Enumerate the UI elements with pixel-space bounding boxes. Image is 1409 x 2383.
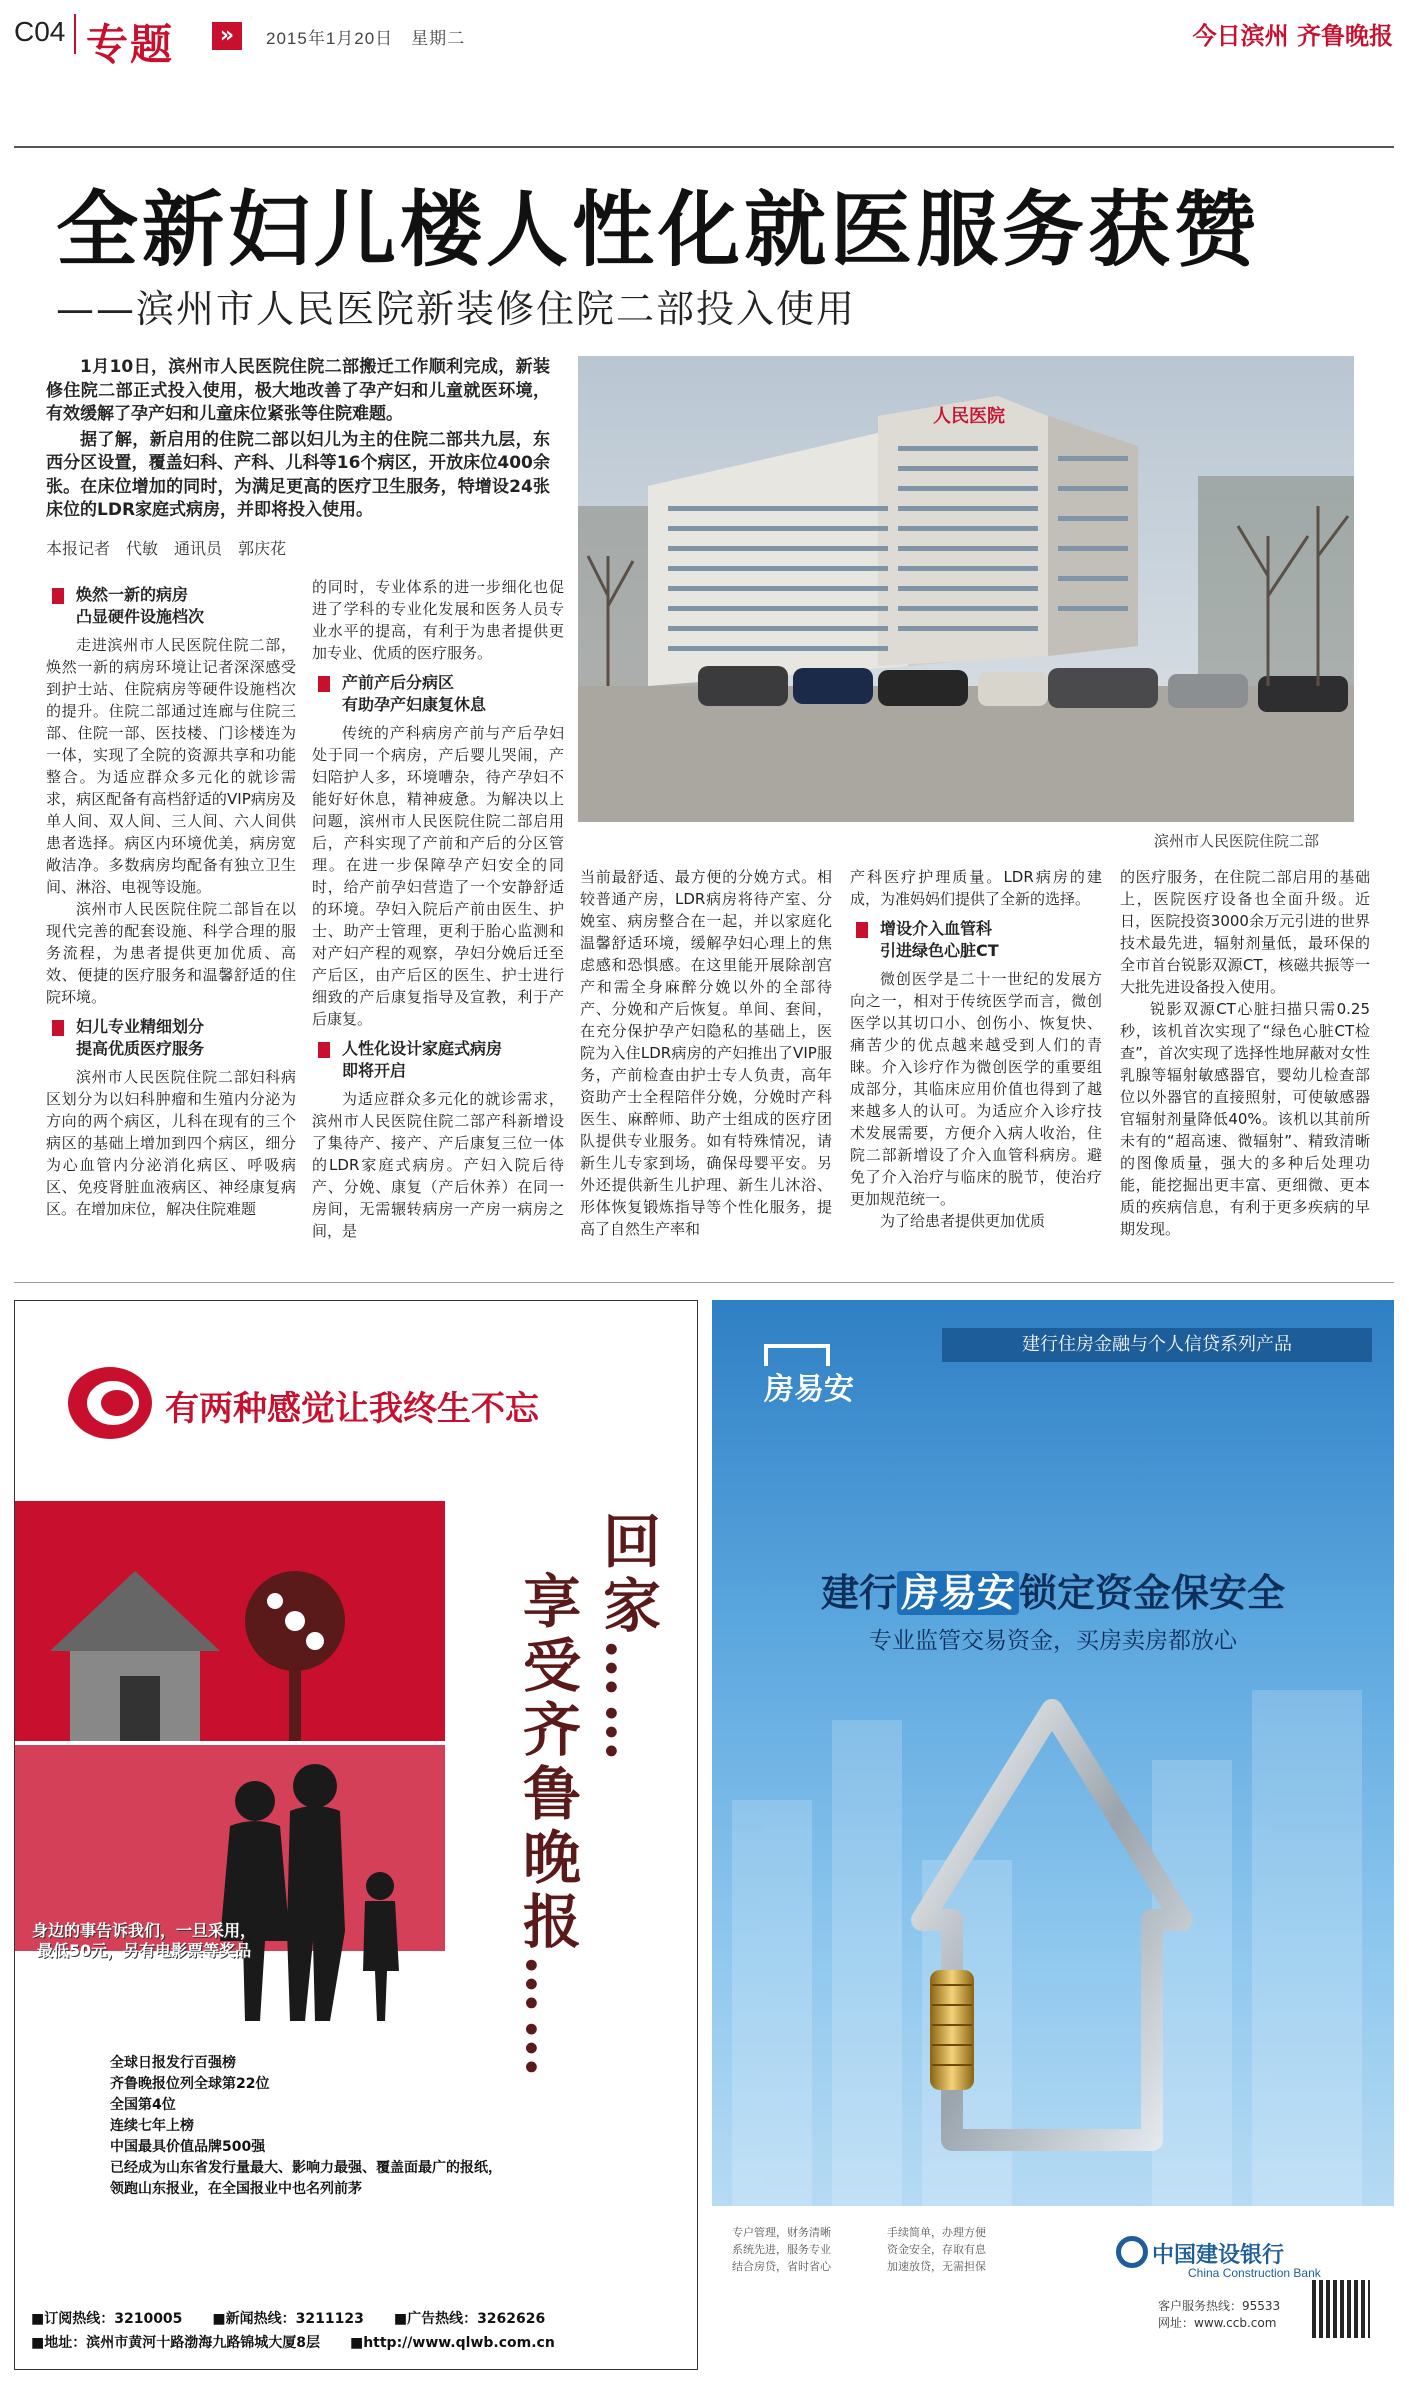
section-heading bbox=[850, 918, 1102, 962]
subscribe-hotline: ■订阅热线：3210005 bbox=[31, 2311, 183, 2327]
ranking-list bbox=[110, 2053, 502, 2200]
bank-name-en: China Construction Bank bbox=[1188, 2266, 1321, 2280]
chevron-icon: » bbox=[212, 22, 242, 50]
heading-line: 凸显硬件设施档次 bbox=[76, 607, 205, 626]
ranking-item: 全国第4位 bbox=[110, 2097, 176, 2113]
lead-paragraph: 1月10日，滨州市人民医院住院二部搬迁工作顺利完成，新装修住院二部正式投入使用，极大地改善了孕产妇和儿童就医环境，有效缓解了孕产妇和儿童床位紧张等住院难题。 bbox=[46, 357, 550, 424]
heading-line: 妇儿专业精细划分 bbox=[76, 1017, 205, 1036]
ranking-item: 领跑山东报业，在全国报业中也名列前茅 bbox=[110, 2181, 362, 2197]
hospital-building-illustration bbox=[578, 356, 1354, 822]
product-features bbox=[732, 2224, 1032, 2275]
product-series-band: 建行住房金融与个人信贷系列产品 bbox=[942, 1328, 1372, 1362]
qilu-evening-news-ad bbox=[14, 1300, 698, 2370]
article-column-5 bbox=[1120, 866, 1370, 1276]
body-paragraph: 为适应群众多元化的就诊需求，滨州市人民医院住院二部产科新增设了集待产、接产、产后康复三位一体的LDR家庭式病房。产妇入院后待产、分娩、康复（产后休养）在同一房间，无需辗转病房一产房一病房之间，是 bbox=[312, 1090, 564, 1240]
heading-line: 人性化设计家庭式病房 bbox=[342, 1039, 503, 1058]
section-heading bbox=[46, 584, 296, 628]
newspaper-logo-icon bbox=[65, 1363, 155, 1443]
article-column-1 bbox=[46, 576, 296, 1276]
feature-item: 专户管理，财务清晰 bbox=[732, 2226, 831, 2239]
issue-date: 2015年1月20日 星期二 bbox=[266, 29, 466, 48]
heading-line: 即将开启 bbox=[342, 1061, 407, 1080]
bank-website[interactable]: 网址：www.ccb.com bbox=[1158, 2316, 1277, 2330]
website-link[interactable]: ■http://www.qlwb.com.cn bbox=[349, 2335, 555, 2351]
vertical-slogan-2: 享受齐鲁晚报…… bbox=[513, 1571, 581, 2083]
section-title: 专题 bbox=[86, 20, 175, 69]
body-paragraph: 微创医学是二十一世纪的发展方向之一，相对于传统医学而言，微创医学以其切口小、创伤小、恢复快、痛苦少的优点越来越受到人们的青睐。介入诊疗作为微创医学的重要组成部分，其临床应用价值也得到了越来越多人的认可。为适应介入诊疗技术发展需要，方便介入病人收治，住院二部新增设了介入血管科病房。避免了介入治疗与临床的脱节，使治疗更加规范统一。 bbox=[850, 970, 1102, 1208]
body-paragraph: 走进滨州市人民医院住院二部，焕然一新的病房环境让记者深深感受到护士站、住院病房等硬件设施档次的提升。住院二部通过连廊与住院三部、住院一部、医技楼、门诊楼连为一体，实现了全院的资源共享和功能整合。为适应群众多元化的就诊需求，病区配备有高档舒适的VIP病房及单人间、双人间、三人间、六人间供患者选择。病区内环境优美，病房宽敞洁净。多数病房均配备有独立卫生间、淋浴、电视等设施。 bbox=[46, 636, 296, 896]
section-heading bbox=[46, 1016, 296, 1060]
heading-marker bbox=[318, 1042, 330, 1058]
ranking-item: 已经成为山东省发行量最大、影响力最强、覆盖面最广的报纸， bbox=[110, 2160, 502, 2176]
body-paragraph: 传统的产科病房产前与产后孕妇处于同一个病房，产后婴儿哭闹，产妇陪护人多，环境嘈杂，待产孕妇不能好好休息，精神疲惫。为解决以上问题，滨州市人民医院住院二部启用后，产科实现了产前和产后的分区管理。在进一步保障孕产妇安全的同时，给产前孕妇营造了一个安静舒适的环境。孕妇入院后产前由医生、护士、助产士管理，更利于胎心监测和对产妇产程的观察，孕妇分娩后迁至产后区，由产后区的医生、护士进行细致的产后康复指导及宣教，利于产后康复。 bbox=[312, 724, 564, 1028]
fangyian-logo: 房易安 bbox=[764, 1372, 854, 1407]
bank-hotline: 客户服务热线：95533 bbox=[1158, 2299, 1281, 2313]
ad-slogan: 有两种感觉让我终生不忘 bbox=[165, 1389, 539, 1429]
newspaper-brand: 今日滨州 齐鲁晚报 bbox=[1192, 22, 1393, 50]
qr-code-icon[interactable] bbox=[1312, 2280, 1370, 2338]
feature-item: 系统先进，服务专业 bbox=[732, 2243, 831, 2256]
house-carabiner-icon bbox=[892, 1670, 1212, 2190]
house-roof-icon bbox=[764, 1344, 830, 1366]
lead-paragraph: 据了解，新启用的住院二部以妇儿为主的住院二部共九层，东西分区设置，覆盖妇科、产科、儿科等16个病区，开放床位400余张。在床位增加的同时，为满足更高的医疗卫生服务，特增设24张床位的LDR家庭式病房，并即将投入使用。 bbox=[46, 429, 550, 520]
heading-line: 提高优质医疗服务 bbox=[76, 1039, 205, 1058]
ccb-fangyian-ad bbox=[712, 1300, 1394, 2370]
photo-caption: 滨州市人民医院住院二部 bbox=[1154, 832, 1320, 850]
heading-marker bbox=[52, 588, 64, 604]
contact-info bbox=[31, 2307, 585, 2355]
news-hotline: ■新闻热线：3211123 bbox=[212, 2311, 364, 2327]
ranking-item: 齐鲁晚报位列全球第22位 bbox=[110, 2076, 270, 2092]
lead-paragraphs bbox=[46, 356, 550, 525]
body-paragraph: 滨州市人民医院住院二部旨在以现代完善的配套设施、科学合理的服务流程，为患者提供更加优质、高效、便捷的医疗服务和温馨舒适的住院环境。 bbox=[46, 900, 296, 1006]
heading-line: 引进绿色心脏CT bbox=[880, 941, 999, 960]
page-number: C04 bbox=[14, 16, 66, 47]
hospital-photo bbox=[578, 356, 1354, 822]
vertical-slogan-1: 回家…… bbox=[593, 1511, 661, 1767]
feature-item: 手续简单，办理方便 bbox=[887, 2226, 986, 2239]
ccb-logo-icon bbox=[1116, 2236, 1148, 2268]
reader-reward-promo: 身边的事告诉我们，一旦采用，最低50元，另有电影票等奖品 bbox=[31, 1921, 256, 1960]
feature-item: 结合房贷，省时省心 bbox=[732, 2260, 831, 2273]
header-rule bbox=[14, 146, 1394, 148]
office-address: ■地址：滨州市黄河十路渤海九路锦城大厦8层 bbox=[31, 2335, 320, 2351]
body-paragraph: 为了给患者提供更加优质 bbox=[880, 1212, 1046, 1230]
ranking-item: 连续七年上榜 bbox=[110, 2118, 194, 2134]
ad-subline: 专业监管交易资金，买房卖房都放心 bbox=[869, 1628, 1237, 1654]
heading-marker bbox=[318, 676, 330, 692]
headline-suffix: 锁定资金保安全 bbox=[1019, 1571, 1286, 1615]
body-paragraph: 滨州市人民医院住院二部妇科病区划分为以妇科肿瘤和生殖内分泌为方向的两个病区，儿科在现有的三个病区的基础上增加到四个病区，细分为心血管内分泌消化病区、呼吸病区、免疫肾脏血液病区、神经康复病区。在增加床位，解决住院难题 bbox=[46, 1068, 296, 1218]
section-heading bbox=[312, 672, 564, 716]
article-column-2 bbox=[312, 576, 564, 1276]
ad-headline bbox=[712, 1562, 1394, 1617]
feature-item: 资金安全，存取有息 bbox=[887, 2243, 986, 2256]
headline-brand: 房易安 bbox=[897, 1571, 1019, 1615]
feature-item: 加速放贷，无需担保 bbox=[887, 2260, 986, 2273]
building-sign: 人民医院 bbox=[933, 406, 1005, 427]
subheadline: ——滨州市人民医院新装修住院二部投入使用 bbox=[56, 287, 857, 331]
byline: 本报记者 代敏 通讯员 郭庆花 bbox=[46, 539, 287, 558]
heading-line: 焕然一新的病房 bbox=[76, 585, 189, 604]
ranking-item: 全球日报发行百强榜 bbox=[110, 2055, 236, 2071]
heading-line: 产前产后分病区 bbox=[342, 673, 455, 692]
body-paragraph: 锐影双源CT心脏扫描只需0.25秒，该机首次实现了“绿色心脏CT检查”，首次实现了选择性地屏蔽对女性乳腺等辐射敏感器官，婴幼儿检查部位以外器官的直接照射，可使敏感器官辐射剂量降低40%。该机以其前所未有的“超高速、微辐射”、精致清晰的图像质量，强大的多种后处理功能，能挖掘出更丰富、更细微、更本质的疾病信息，有利于更多疾病的早期发现。 bbox=[1120, 1000, 1370, 1238]
body-paragraph: 产科医疗护理质量。LDR病房的建成，为准妈妈们提供了全新的选择。 bbox=[850, 868, 1102, 908]
headline-prefix: 建行 bbox=[820, 1571, 897, 1615]
ads-hotline: ■广告热线：3262626 bbox=[393, 2311, 546, 2327]
ranking-item: 中国最具价值品牌500强 bbox=[110, 2139, 266, 2155]
heading-line: 有助孕产妇康复休息 bbox=[342, 695, 487, 714]
heading-line: 增设介入血管科 bbox=[880, 919, 993, 938]
body-paragraph: 的医疗服务，在住院二部启用的基础上，医院医疗设备也全面升级。近日，医院投资3000余万元引进的世界技术最先进，辐射剂量低，最环保的全市首台锐影双源CT，核磁共振等一大批先进设备投入使用。 bbox=[1120, 868, 1370, 996]
section-heading bbox=[312, 1038, 564, 1082]
article-column-4 bbox=[850, 866, 1102, 1276]
headline: 全新妇儿楼人性化就医服务获赞 bbox=[56, 183, 1261, 278]
header-divider bbox=[74, 14, 76, 54]
body-paragraph: 的同时，专业体系的进一步细化也促进了学科的专业化发展和医务人员专业水平的提高，有利于为患者提供更加专业、优质的医疗服务。 bbox=[312, 578, 564, 662]
heading-marker bbox=[856, 922, 868, 938]
heading-marker bbox=[52, 1020, 64, 1036]
ad-divider bbox=[14, 1282, 1394, 1283]
bank-contact bbox=[1158, 2298, 1280, 2332]
article-column-3 bbox=[580, 866, 832, 1276]
body-paragraph: 当前最舒适、最方便的分娩方式。相较普通产房，LDR病房将待产室、分娩室、病房整合在一起，并以家庭化温馨舒适环境，缓解孕妇心理上的焦虑感和恐惧感。在这里能开展除剖宫产和需全身麻醉分娩以外的全部待产、分娩和产后恢复。单间、套间，在充分保护孕产妇隐私的基础上，医院为入住LDR病房的产妇推出了VIP服务，产前检查由护士专人负责，高年资助产士全程陪伴分娩，分娩时产科医生、麻醉师、助产士组成的医疗团队提供专业服务。如有特殊情况，请新生儿专家到场，确保母婴平安。另外还提供新生儿护理、新生儿沐浴、形体恢复锻炼指导等个性化服务，提高了自然生产率和 bbox=[580, 868, 832, 1238]
bank-name-cn: 中国建设银行 bbox=[1152, 2243, 1285, 2268]
